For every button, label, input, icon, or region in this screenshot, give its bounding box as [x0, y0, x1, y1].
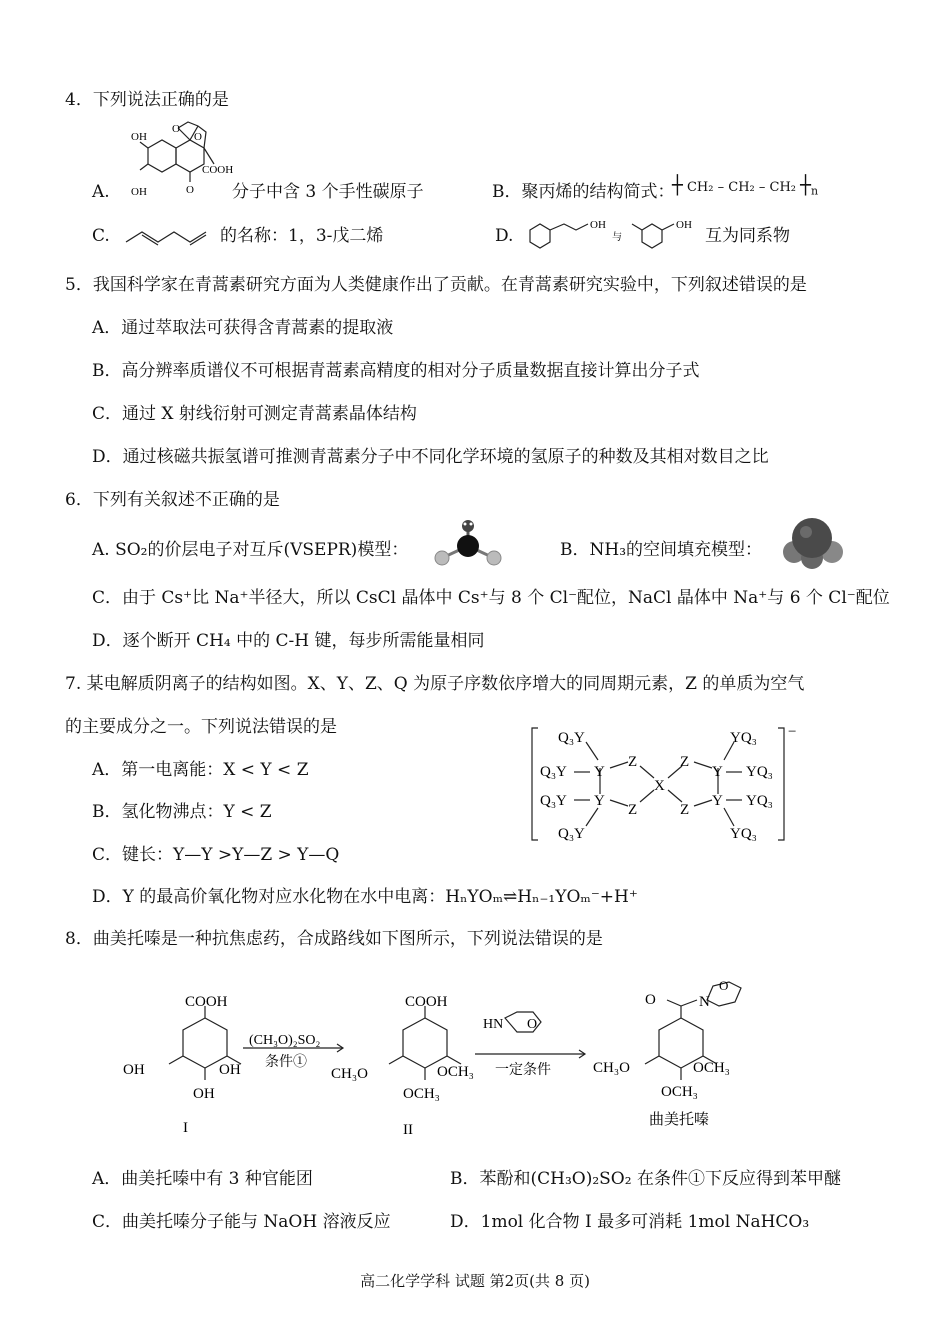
q7-q3y-2: Q₃Y [540, 764, 567, 780]
q7-option-b: B．氢化物沸点：Y < Z [92, 802, 272, 822]
q4-a-label-cooh: COOH [202, 164, 233, 176]
q7-q3y-1: Q₃Y [558, 730, 585, 746]
q8-i-cooh: COOH [185, 994, 228, 1010]
q7-y-3: Y [712, 764, 723, 780]
q5-option-c: C．通过 X 射线衍射可测定青蒿素晶体结构 [92, 404, 417, 424]
q7-y-2: Y [594, 793, 605, 809]
q7-z-3: Z [680, 754, 690, 770]
q8-ii-och3-bottom: OCH₃ [403, 1086, 440, 1102]
q4-d-text: 互为同系物 [705, 226, 790, 246]
q8-option-a: A．曲美托嗪中有 3 种官能团 [92, 1169, 313, 1189]
q5-stem: 5．我国科学家在青蒿素研究方面为人类健康作出了贡献。在青蒿素研究实验中，下列叙述错误的是 [65, 275, 807, 295]
q7-yq3-2: YQ₃ [746, 764, 773, 780]
q6-b-text: B．NH₃的空间填充模型： [560, 540, 763, 560]
q4-d-label: D. [495, 226, 514, 246]
q7-option-a: A．第一电离能：X < Y < Z [92, 760, 309, 780]
q7-z-1: Z [628, 754, 638, 770]
q8-cond1: 条件① [265, 1055, 307, 1070]
q8-product-n: N [699, 994, 710, 1010]
q8-stem: 8．曲美托嗪是一种抗焦虑药，合成路线如下图所示，下列说法错误的是 [65, 929, 603, 949]
q4-b-formula-text: CH₂ – CH₂ – CH₂ [686, 180, 796, 195]
q8-product-o: O [645, 992, 656, 1008]
q7-stem-line1: 7. 某电解质阴离子的结构如图。X、Y、Z、Q 为原子序数依序增大的同周期元素，Z 的单质为空气 [65, 674, 805, 694]
q5-option-b: B．高分辨率质谱仪不可根据青蒿素高精度的相对分子质量数据直接计算出分子式 [92, 361, 700, 381]
q4-a-label-oh2: OH [131, 186, 147, 198]
q4-a-label-oh1: OH [131, 131, 147, 143]
q8-cond2: 一定条件 [495, 1063, 551, 1078]
q4-a-label-o3: O [194, 131, 202, 143]
q7-option-c: C．键长：Y—Y >Y—Z > Y—Q [92, 845, 340, 865]
q6-stem: 6．下列有关叙述不正确的是 [65, 490, 280, 510]
q8-i-oh-left: OH [123, 1062, 145, 1078]
q4-a-label: A. [92, 182, 110, 202]
q6-d-text: D．逐个断开 CH₄ 中的 C-H 键，每步所需能量相同 [92, 631, 485, 651]
q8-product-ring-o: O [719, 978, 729, 993]
q4-b-n: n [810, 184, 819, 198]
q4-b-formula: ┼ CH₂ – CH₂ – CH₂ $┼_n$ [672, 175, 819, 198]
q8-synthesis-scheme [115, 978, 775, 1148]
q8-option-c: C．曲美托嗪分子能与 NaOH 溶液反应 [92, 1212, 391, 1232]
q8-label-product: 曲美托嗪 [649, 1112, 710, 1128]
q5-option-a: A．通过萃取法可获得含青蒿素的提取液 [92, 318, 394, 338]
q7-q3y-4: Q₃Y [558, 826, 585, 842]
q8-reagent1: (CH₃O)₂SO₂ [249, 1033, 321, 1048]
q4-a-text: 分子中含 3 个手性碳原子 [232, 182, 424, 202]
q7-y-4: Y [712, 793, 723, 809]
q7-charge: − [788, 724, 797, 740]
q7-option-d: D．Y 的最高价氧化物对应水化物在水中电离：HₙYOₘ⇌Hₙ₋₁YOₘ⁻+H⁺ [92, 887, 638, 907]
q6-a-vsepr-model [428, 518, 508, 570]
q8-product-ch3o: CH₃O [593, 1060, 630, 1076]
q4-d-structures [524, 214, 704, 254]
q4-d-oh1: OH [590, 219, 606, 231]
page-footer: 高二化学学科 试题 第2页(共 8 页) [360, 1272, 590, 1290]
q4-c-text: 的名称：1，3-戊二烯 [220, 226, 384, 246]
q7-stem-line2: 的主要成分之一。下列说法错误的是 [65, 717, 337, 737]
q8-option-d: D．1mol 化合物 I 最多可消耗 1mol NaHCO₃ [450, 1212, 810, 1232]
q4-d-oh2: OH [676, 219, 692, 231]
q8-morpholine-hn: HN [483, 1017, 504, 1032]
q8-ii-ch3o: CH₃O [331, 1066, 368, 1082]
q7-anion-structure [528, 722, 803, 846]
q7-x: X [654, 778, 665, 794]
q4-a-label-o2: O [172, 123, 180, 135]
q7-yq3-3: YQ₃ [746, 793, 773, 809]
q8-ii-och3-right: OCH₃ [437, 1064, 474, 1080]
q8-product-och3-bottom: OCH₃ [661, 1084, 698, 1100]
q8-i-oh-bottom: OH [193, 1086, 215, 1102]
q4-b-text: B．聚丙烯的结构简式： [492, 182, 675, 202]
q8-label-ii: II [403, 1122, 413, 1138]
q4-d-with: 与 [612, 232, 622, 243]
q6-b-nh3-model [778, 514, 848, 570]
q7-z-4: Z [680, 802, 690, 818]
q7-yq3-1: YQ₃ [730, 730, 757, 746]
q7-yq3-4: YQ₃ [730, 826, 757, 842]
q8-ii-cooh: COOH [405, 994, 448, 1010]
q7-q3y-3: Q₃Y [540, 793, 567, 809]
q8-i-oh-right: OH [219, 1062, 241, 1078]
q4-a-structure [118, 118, 233, 202]
q7-y-1: Y [594, 764, 605, 780]
q8-morpholine-o: O [527, 1017, 538, 1032]
q7-z-2: Z [628, 802, 638, 818]
q8-product-och3-right: OCH₃ [693, 1060, 730, 1076]
q5-option-d: D．通过核磁共振氢谱可推测青蒿素分子中不同化学环境的氢原子的种数及其相对数目之比 [92, 447, 769, 467]
q4-a-label-o: O [186, 184, 194, 196]
q4-c-label: C. [92, 226, 110, 246]
q4-stem: 4．下列说法正确的是 [65, 90, 229, 110]
q8-label-i: I [183, 1120, 188, 1136]
q6-a-text: A. SO₂的价层电子对互斥(VSEPR)模型： [92, 540, 409, 560]
q6-c-text: C．由于 Cs⁺比 Na⁺半径大，所以 CsCl 晶体中 Cs⁺与 8 个 Cl⁻配位，NaCl 晶体中 Na⁺与 6 个 Cl⁻配位 [92, 588, 890, 608]
q8-option-b: B．苯酚和(CH₃O)₂SO₂ 在条件①下反应得到苯甲醚 [450, 1169, 841, 1189]
q4-c-structure [122, 224, 212, 248]
